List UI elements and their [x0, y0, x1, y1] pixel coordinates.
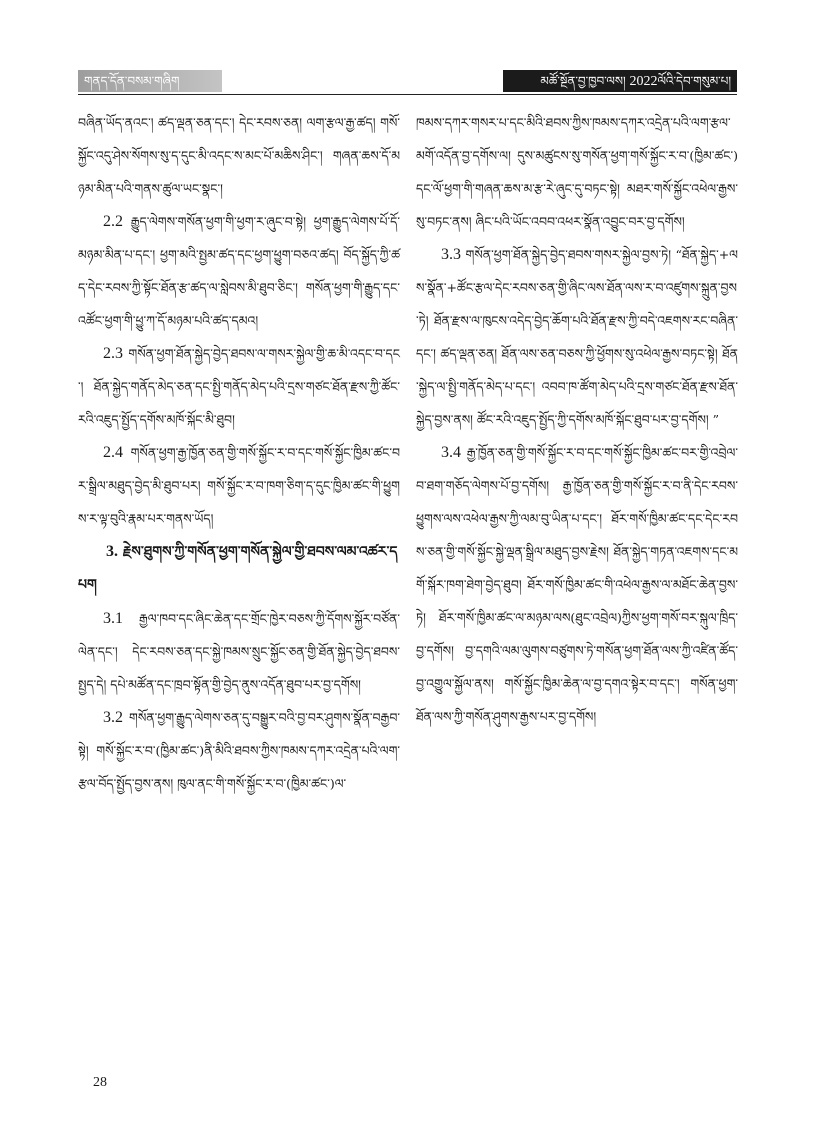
paragraph-text: གསོན་ཕྱག་ཐོན་སྐྱེད་བྱེད་ཐབས་གསར་སྐྱེལ་བྱས་ཏེ། “ཐོན་སྐྱེད་+ལས་སྣོན་+ཚོང་རྩལ་དེང་རབས་ཅན་གྱི་ཞིང་ལས་ཐོན་ལས་ར་བ་འཛུགས་སྐྲུན་བྱས་ཏེ། ཐོན་རྫས་ལ་ཁུངས་འདེད་བྱེད་ཆོག་པའི་ཐོན་རྫས་ཀྱི་བདེ་འཇགས་རང་བཞིན་དང་། ཚད་ལྡན་ཅན། ཐོན་ལས་ཅན་བཅས་ཀྱི་ཕྱོགས་སུ་འཕེལ་རྒྱས་བཏང་སྟེ། ཐོན་སྐྱེད་ལ་སྤྱི་གནོད་མེད་པ་དང་། འབབ་ཁ་ཚོག་མེད་པའི་དྲས་གཙང་ཐོན་རྫས་ཐོན་སྐྱེད་བྱས་ནས། ཚོང་རའི་འཇུད་སྤྱོད་ཀྱི་དགོས་མཁོ་སྐོང་ཐུབ་པར་བྱ་དགོས། ”	[416, 247, 738, 427]
journal-title-banner	[503, 70, 737, 92]
paragraph-text: རྗེས་ཐུགས་ཀྱི་གསོན་ཕྱག་གསོན་སྐྱེལ་གྱི་ཐབས་ལམ་འཚར་དཔག	[78, 544, 398, 593]
paragraph-text: རྒྱལ་ཁབ་དང་ཞིང་ཆེན་དང་གྲོང་ཁྱེར་བཅས་ཀྱི་དོགས་སྐྱོར་བཙོན་ལེན་དང་། དེང་རབས་ཅན་དང་སྐྱེ་ཁམས་སྲུང་སྐྱོང་ཅན་གྱི་ཐོན་སྐྱེད་བྱེད་ཐབས་སྤྱད་དེ། དཔེ་མཚོན་དང་ཁྲབ་སྟོན་གྱི་བྱེད་ནུས་འདོན་ཐུབ་པར་བྱ་དགོས།	[78, 611, 400, 692]
paragraph	[78, 337, 400, 436]
section-number: 2.2	[103, 213, 123, 230]
paragraph	[78, 205, 400, 337]
paragraph-text: རྒྱུད་ལེགས་གསོན་ཕྱག་གི་ཕྱག་ར་ཞུང་བ་སྟེ། ཕྱག་རྒྱུད་ལེགས་པོ་དོ་མཉམ་མིན་པ་དང་། ཕྱག་མའི་སྤྱམ་ཚད་དང་ཕྱག་ཕྱུག་བཅའ་ཚད། བོད་སྐྱོད་ཀྱི་ཚད་དེང་རབས་ཀྱི་སྟོང་ཐོན་རྩ་ཚད་ལ་སླེབས་མི་ཐུབ་ཅིང་། གསོན་ཕྱག་གི་རྒྱུད་དང་འཚོང་ཕྱག་གི་ཕྱུ་ཀ་དོ་མཉམ་པའི་ཚད་དམའ།	[78, 214, 400, 328]
section-number: 3.3	[441, 246, 461, 263]
section-number: 3.4	[441, 444, 461, 461]
page-number: 28	[93, 1075, 107, 1090]
paragraph-text: ཁམས་དཀར་གསར་པ་དང་མིའི་ཐབས་ཀྱིས་ཁམས་དཀར་འདྲེན་པའི་ལག་རྩལ་མགོ་འདོན་བྱ་དགོས་ལ། དུས་མཚུངས་སུ་གསོན་ཕྱག་གསོ་སྐྱོང་ར་བ་(ཁྱིམ་ཚང་)དང་ལོ་ཕྱག་གི་གཞན་ཆས་མ་རྩ་རེ་ཞུང་དུ་བཏང་སྟེ། མཐར་གསོ་སྐྱོང་འཕེལ་རྒྱས་སུ་བཏང་ནས། ཞིང་པའི་ཡོང་འབབ་འཕར་སྣོན་འབྱུང་བར་བྱ་དགོས།	[416, 115, 738, 229]
paragraph	[78, 106, 400, 205]
paragraph	[78, 701, 400, 800]
section-number: 2.4	[103, 444, 123, 461]
section-title-banner: གནད་དོན་བསམ་གཞིག	[78, 70, 222, 92]
paragraph	[78, 602, 400, 701]
running-header	[78, 64, 737, 94]
header-rule	[78, 94, 737, 95]
journal-name: མཚོ་སྔོན་བྱ་ཁྱབ་ལས།	[540, 74, 630, 88]
paragraph-text: གསོན་ཕྱག་ཐོན་སྐྱེད་བྱེད་ཐབས་ལ་གསར་སྐྱེལ་གྱི་ཆ་མི་འདང་བ་དང་། ཐོན་སྐྱེད་གནོད་མེད་ཅན་དང་སྤྱི་གནོད་མེད་པའི་དྲས་གཙང་ཐོན་རྫས་ཀྱི་ཚོང་རའི་འཇུད་སྤྱོད་དགོས་མཁོ་སྐོང་མི་ཐུབ།	[78, 346, 400, 427]
section-number: 3.	[106, 543, 118, 560]
paragraph-text: རྒྱ་ཁྱོན་ཅན་གྱི་གསོ་སྐྱོང་ར་བ་དང་གསོ་སྐྱོང་ཁྱིམ་ཚང་བར་གྱི་འབྲེལ་བ་ཐག་གཅོད་ལེགས་པོ་བྱ་དགོས། རྒྱ་ཁྱོན་ཅན་གྱི་གསོ་སྐྱོང་ར་བ་ནི་དེང་རབས་ཕྱུགས་ལས་འཕེལ་རྒྱས་ཀྱི་ལམ་བུ་ཡིན་པ་དང་། ཐོར་གསོ་ཁྱིམ་ཚང་དང་དེང་རབས་ཅན་གྱི་གསོ་སྐྱོང་སྐྱེ་ལྡན་སྒྲིལ་མཐུད་བྱས་རྗེས། ཐོན་སྐྱེད་གཏན་འཇགས་དང་མགོ་སྐོར་ཁག་ཐེག་བྱེད་ཐུབ། ཐོར་གསོ་ཁྱིམ་ཚང་གི་འཕེལ་རྒྱས་ལ་མཐོང་ཆེན་བྱས་ཏེ། ཐོར་གསོ་ཁྱིམ་ཚང་ལ་མཉམ་ལས(ཐུང་འབྲེལ)ཀྱིས་ཕྱག་གསོ་བར་སྐུལ་ཁྲིད་བྱ་དགོས། བྱ་དགའི་ལམ་ལུགས་བཙུགས་ཏེ་གསོན་ཕྱག་ཐོན་ལས་ཀྱི་འཛིན་ཚོད་བྱ་འགྱུལ་སྐྱོལ་ནས། གསོ་སྐྱོང་ཁྱིམ་ཆེན་ལ་བྱ་དགའ་སྟེར་བ་དང་། གསོན་ཕྱག་ཐོན་ལས་ཀྱི་གསོན་ཤུགས་རྒྱས་པར་བྱ་དགོས།	[416, 445, 738, 724]
journal-issue: ལོའི་དེབ་གསུམ་པ།	[657, 74, 731, 88]
section-number: 3.1	[103, 610, 123, 627]
right-column	[416, 106, 738, 733]
section-number: 3.2	[103, 709, 123, 726]
paragraph-text: བཞིན་ཡོད་ནའང་། ཚད་ལྡན་ཅན་དང་། དེང་རབས་ཅན། ལག་རྩལ་རྒྱ་ཚད། གསོ་སྐྱོང་འདུ་ཤེས་སོགས་སུ་ད་དུང་མི་འདང་ས་མང་པོ་མཆིས་ཤིང་། གཞན་ཆས་དོ་མཉམ་མིན་པའི་གནས་ཚུལ་ཡང་སྣང་།	[78, 115, 400, 196]
paragraph	[416, 238, 738, 436]
paragraph-text: གསོན་ཕྱག་རྒྱུད་ལེགས་ཅན་དུ་བསྒྱུར་བའི་བྱ་བར་ཤུགས་སྣོན་བརྒྱབ་སྟེ། གསོ་སྐྱོང་ར་བ་(ཁྱིམ་ཚང་)ནི་མིའི་ཐབས་ཀྱིས་ཁམས་དཀར་འདྲེན་པའི་ལག་རྩལ་བོད་སྤྱོད་བྱས་ནས། ཁུལ་ནང་གི་གསོ་སྐྱོང་ར་བ་(ཁྱིམ་ཚང་)ལ་	[78, 710, 400, 791]
paragraph	[416, 436, 738, 733]
journal-year: 2022	[629, 74, 658, 89]
paragraph	[78, 436, 400, 535]
left-column	[78, 106, 400, 800]
paragraph	[416, 106, 738, 238]
section-heading	[78, 535, 400, 602]
section-number: 2.3	[103, 345, 123, 362]
paragraph-text: གསོན་ཕྱག་རྒྱ་ཁྱོན་ཅན་གྱི་གསོ་སྐྱོང་ར་བ་དང་གསོ་སྐྱོང་ཁྱིམ་ཚང་བར་སྒྲིལ་མཐུད་བྱེད་མི་ཐུབ་པར། གསོ་སྐྱོང་ར་བ་ཁག་ཅིག་ད་དུང་ཁྱིམ་ཚང་གི་ཕྱུགས་ར་ལྟ་བུའི་རྣམ་པར་གནས་ཡོད།	[78, 445, 400, 526]
